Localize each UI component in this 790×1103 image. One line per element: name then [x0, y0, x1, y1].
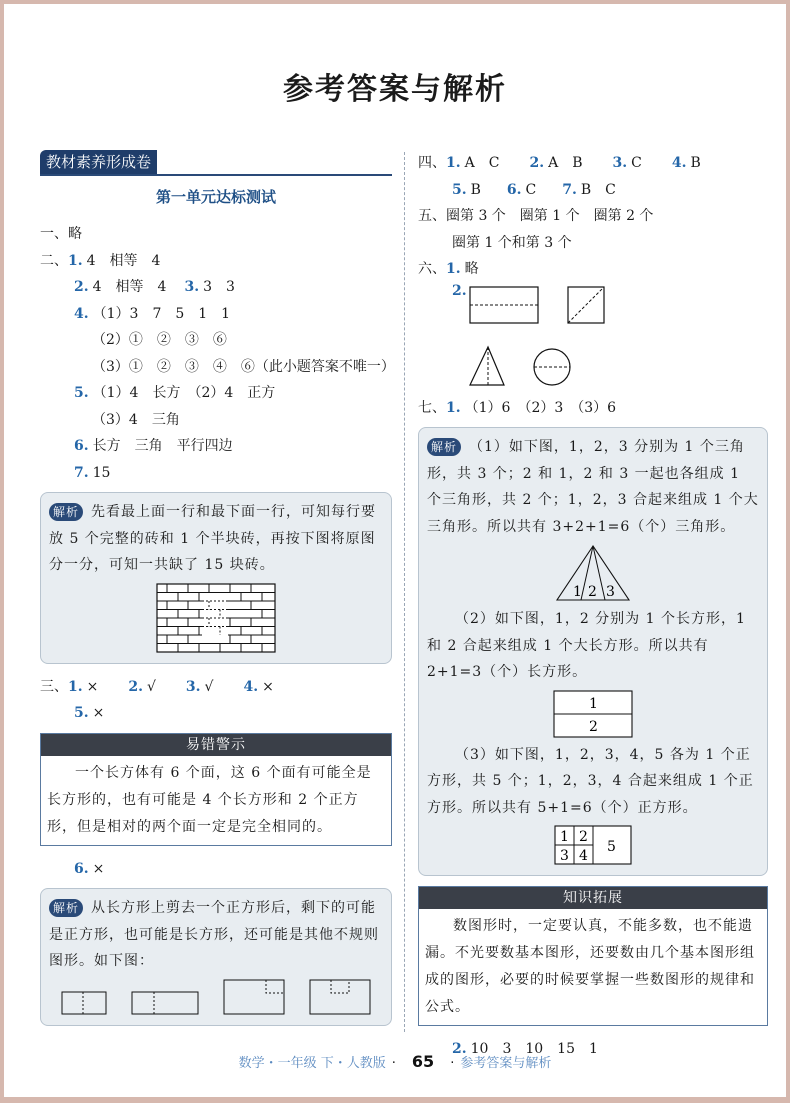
item-number: 5. [452, 181, 467, 198]
answer-text: B [470, 181, 481, 198]
knowledge-text: 数图形时，一定要认真，不能多数，也不能遗漏。不光要数基本图形，还要数由几个基本图形组成的图形，必要的时候要掌握一些数图形的规律和公式。 [425, 918, 755, 1015]
answer-q5-line2: 圈第 1 个和第 3 个 [452, 234, 572, 251]
analysis-badge: 解析 [427, 438, 461, 456]
item-number: 2. [74, 279, 89, 295]
item-number: 5. [74, 705, 89, 721]
answer-text: 略 [464, 261, 479, 277]
cut-rect-diagram-2 [131, 991, 199, 1015]
item-number: 3. [612, 155, 628, 171]
item-number: 1. [446, 155, 461, 171]
item-number: 1. [446, 261, 461, 277]
answer-q7-1 [418, 395, 768, 422]
column-divider [404, 152, 405, 1032]
answer-text: × [86, 678, 99, 695]
rect-count-diagram [553, 690, 633, 738]
answer-text: 3 3 [203, 279, 235, 295]
cut-rect-diagram-4 [309, 979, 371, 1015]
item-number: 2. [128, 678, 143, 695]
answer-q5 [418, 203, 768, 230]
item-number: 7. [562, 181, 577, 198]
section-tag [40, 150, 392, 176]
rect-label-1: 1 [589, 695, 599, 712]
unit-title: 第一单元达标测试 [155, 188, 276, 206]
left-column [40, 150, 395, 1036]
q-label: 四、 [418, 155, 446, 171]
answer-text: √ [204, 678, 214, 695]
item-number: 1. [68, 252, 83, 269]
answer-q1 [40, 221, 392, 248]
answer-text: 15 [92, 464, 111, 481]
answer-text: （1）3 7 5 1 1 [92, 305, 231, 322]
item-number: 4. [671, 155, 687, 171]
answer-q2-1 [40, 248, 392, 275]
q-label: 二、 [40, 252, 68, 269]
square-label-4: 4 [579, 848, 589, 864]
page-title: 参考答案与解析 [283, 72, 507, 107]
answer-q2-4 [40, 301, 392, 328]
page [4, 4, 786, 1097]
item-number: 1. [68, 678, 83, 695]
item-number: 6. [74, 860, 89, 877]
footer-section: 参考答案与解析 [460, 1056, 552, 1071]
analysis-box-cut [40, 888, 392, 1026]
triangle-label-2: 2 [588, 584, 598, 600]
answer-text: C [631, 155, 642, 171]
square-label-1: 1 [560, 829, 570, 845]
warning-title: 易错警示 [41, 734, 391, 756]
answer-q3 [40, 674, 392, 701]
answer-text: 4 相等 4 [86, 252, 161, 269]
item-number: 2. [452, 282, 467, 299]
item-number: 1. [446, 399, 461, 416]
analysis-text-1: （1）如下图，1，2，3 分别为 1 个三角形，共 3 个；2 和 1，2 和 3 一起也各组成 1 个三角形，共 2 个；1，2，3 合起来组成 1 个大三角形。所以共有 3+2+1=6（个）三角形。 [427, 439, 759, 535]
answer-q2-4-3: （3）① ② ③ ④ ⑥（此小题答案不唯一） [92, 358, 395, 375]
brick-wall-diagram [156, 583, 276, 653]
analysis-box-counting [418, 427, 768, 876]
triangle-label-3: 3 [606, 584, 616, 600]
answer-text: 略 [68, 226, 82, 242]
answer-text: × [262, 678, 274, 695]
section-tag-label: 教材素养形成卷 [40, 150, 157, 174]
answer-q2-2 [40, 274, 392, 301]
item-number: 2. [529, 155, 545, 171]
right-column [418, 150, 768, 1063]
triangle-figure [427, 544, 759, 602]
answer-text: √ [146, 678, 156, 695]
answer-q3-6 [40, 856, 392, 883]
cut-shapes-figure [49, 979, 383, 1015]
item-number: 3. [184, 279, 200, 295]
page-number: 65 [411, 1052, 435, 1071]
item-number: 2. [452, 1041, 467, 1057]
item-number: 7. [74, 464, 89, 481]
item-number: 4. [74, 305, 89, 322]
q-label: 七、 [418, 399, 446, 416]
page-footer: 数学・一年级 下・人教版 · 65 · 参考答案与解析 [238, 1052, 552, 1071]
q-label: 六、 [418, 261, 446, 277]
answer-q6-2 [418, 283, 768, 395]
square-label-5: 5 [607, 839, 617, 855]
answer-text: 长方 三角 平行四边 [92, 438, 233, 454]
triangle-label-1: 1 [573, 584, 583, 600]
item-number: 5. [74, 385, 89, 401]
rect-label-2: 2 [589, 718, 599, 735]
triangle-count-diagram [555, 544, 631, 602]
item-number: 6. [74, 438, 89, 454]
cut-rect-diagram-1 [61, 991, 107, 1015]
analysis-badge: 解析 [49, 899, 83, 917]
answer-text: C [525, 181, 537, 198]
answer-text: 10 3 10 15 1 [470, 1041, 598, 1057]
answer-text: × [92, 705, 105, 721]
q-label: 一、 [40, 226, 68, 242]
answer-text: B [690, 155, 701, 171]
item-number: 4. [243, 678, 259, 695]
knowledge-title: 知识拓展 [419, 887, 767, 909]
answer-text: A C [464, 155, 500, 171]
rect-figure [427, 690, 759, 738]
answer-q2-5 [40, 380, 392, 407]
answer-q3-5 [40, 700, 392, 727]
answer-q6-1 [418, 256, 768, 283]
answer-q2-6 [40, 433, 392, 460]
analysis-text: 先看最上面一行和最下面一行，可知每行要放 5 个完整的砖和 1 个半块砖，再按下图将原图分一分，可知一共缺了 15 块砖。 [49, 504, 377, 573]
answer-text: × [92, 860, 105, 877]
answer-text: B C [580, 181, 616, 198]
cut-rect-diagram-3 [223, 979, 285, 1015]
answer-q4 [418, 150, 768, 177]
answer-text: A B [548, 155, 583, 171]
analysis-badge: 解析 [49, 503, 83, 521]
analysis-box-bricks [40, 492, 392, 664]
answer-text: （1）4 长方 （2）4 正方 [92, 385, 276, 401]
footer-book: 数学・一年级 下・人教版 [238, 1056, 386, 1071]
q-label: 三、 [40, 678, 68, 695]
answer-text: 4 相等 4 [92, 279, 167, 295]
knowledge-box [418, 886, 768, 1026]
square-label-2: 2 [579, 829, 589, 845]
brick-wall-figure [49, 583, 383, 653]
item-number: 3. [185, 678, 201, 695]
square-label-3: 3 [560, 848, 570, 864]
square-figure [427, 825, 759, 865]
answer-q4-5 [418, 177, 768, 204]
fold-shapes-diagram [468, 283, 768, 395]
warning-text: 一个长方体有 6 个面，这 6 个面有可能全是长方形的，也有可能是 4 个长方形和 2 个正方形，但是相对的两个面一定是完全相同的。 [47, 764, 372, 835]
warning-box [40, 733, 392, 846]
item-number: 6. [506, 181, 522, 198]
analysis-text-2: （2）如下图，1，2 分别为 1 个长方形，1 和 2 合起来组成 1 个大长方形。所以共有 2+1=3（个）长方形。 [427, 611, 746, 680]
answer-q2-4-2: （2）① ② ③ ⑥ [92, 332, 227, 348]
answer-text: （1）6 （2）3 （3）6 [464, 399, 617, 416]
answer-q2-7 [40, 460, 392, 487]
analysis-text: 从长方形上剪去一个正方形后，剩下的可能是正方形，也可能是长方形，还可能是其他不规则图形。如下图： [49, 900, 379, 969]
answer-q2-5-3: （3）4 三角 [92, 411, 180, 428]
answer-text: 圈第 3 个 圈第 1 个 圈第 2 个 [446, 208, 654, 224]
q-label: 五、 [418, 208, 446, 224]
analysis-text-3: （3）如下图，1，2，3，4，5 各为 1 个正方形，共 5 个；1，2，3，4 合起来组成 1 个正方形。所以共有 5+1=6（个）正方形。 [427, 746, 754, 816]
square-count-diagram [554, 825, 632, 865]
